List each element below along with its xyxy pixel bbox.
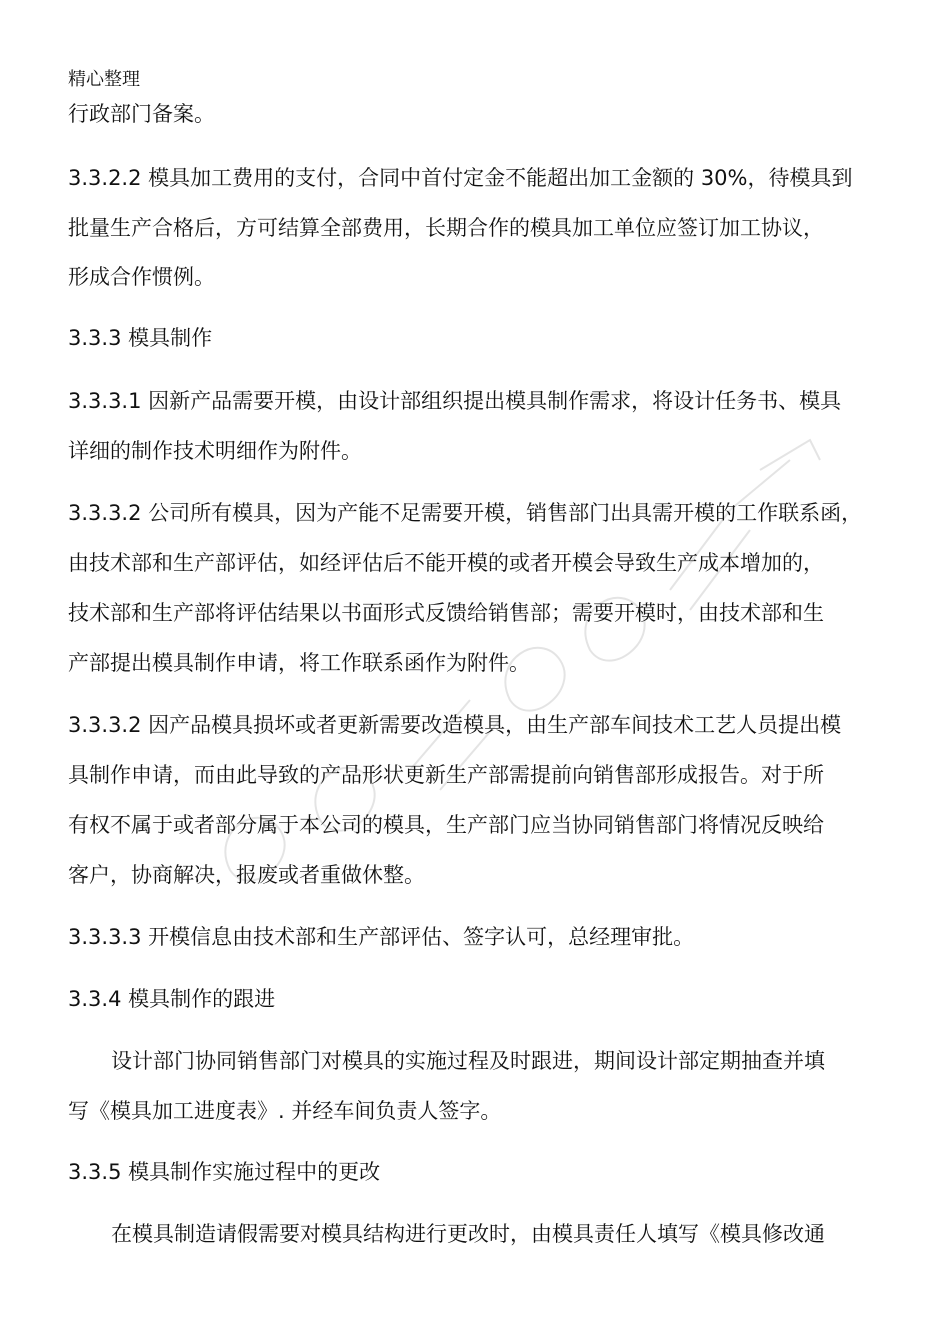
text-line: 详细的制作技术明细作为附件。	[68, 439, 362, 463]
text-line: 批量生产合格后，方可结算全部费用，长期合作的模具加工单位应签订加工协议，	[68, 216, 824, 240]
text-line: 3.3.3.1 因新产品需要开模，由设计部组织提出模具制作需求，将设计任务书、模具	[68, 389, 842, 413]
text-line: 客户，协商解决，报废或者重做休整。	[68, 863, 425, 887]
text-line: 行政部门备案。	[68, 102, 215, 126]
section-heading: 3.3.3 模具制作	[68, 326, 213, 350]
text-line: 3.3.3.2 公司所有模具，因为产能不足需要开模，销售部门出具需开模的工作联系函，	[68, 501, 863, 525]
text-line: 设计部门协同销售部门对模具的实施过程及时跟进，期间设计部定期抽查并填	[111, 1049, 825, 1073]
text-line: 在模具制造请假需要对模具结构进行更改时，由模具责任人填写《模具修改通	[111, 1222, 825, 1246]
text-line: 3.3.3.2 因产品模具损坏或者更新需要改造模具，由生产部车间技术工艺人员提出模	[68, 713, 842, 737]
section-heading: 3.3.4 模具制作的跟进	[68, 987, 276, 1011]
text-line: 有权不属于或者部分属于本公司的模具，生产部门应当协同销售部门将情况反映给	[68, 813, 824, 837]
text-line: 写《模具加工进度表》. 并经车间负责人签字。	[68, 1099, 502, 1123]
text-line: 3.3.3.3 开模信息由技术部和生产部评估、签字认可，总经理审批。	[68, 925, 695, 949]
text-line: 3.3.2.2 模具加工费用的支付，合同中首付定金不能超出加工金额的 30%，待模具到	[68, 166, 853, 190]
text-line: 形成合作惯例。	[68, 265, 215, 289]
text-line: 产部提出模具制作申请，将工作联系函作为附件。	[68, 651, 530, 675]
text-line: 技术部和生产部将评估结果以书面形式反馈给销售部；需要开模时，由技术部和生	[68, 601, 824, 625]
section-heading: 3.3.5 模具制作实施过程中的更改	[68, 1160, 381, 1184]
page-header: 精心整理	[68, 69, 140, 90]
text-line: 具制作申请，而由此导致的产品形状更新生产部需提前向销售部形成报告。对于所	[68, 763, 824, 787]
text-line: 由技术部和生产部评估，如经评估后不能开模的或者开模会导致生产成本增加的，	[68, 551, 824, 575]
